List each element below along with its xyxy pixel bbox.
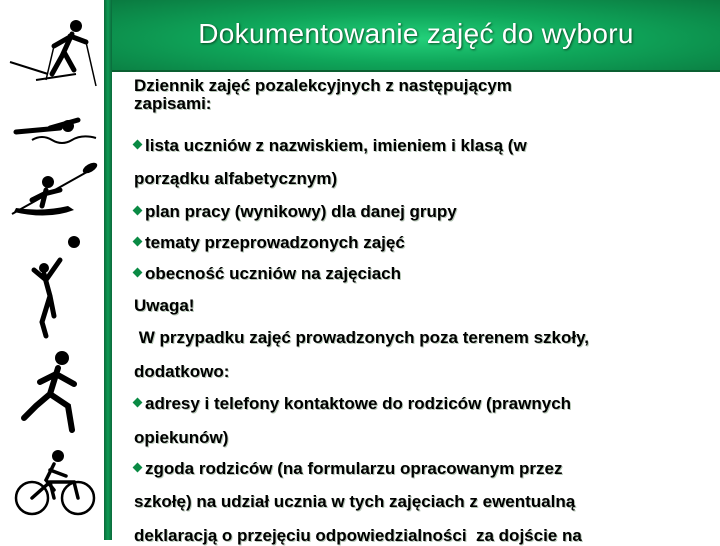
list-item bbox=[134, 264, 401, 284]
list-item-text: adresy i telefony kontaktowe do rodziców (prawnych bbox=[145, 394, 572, 413]
swimmer-icon bbox=[6, 112, 102, 146]
note-text-line: dodatkowo: bbox=[134, 362, 230, 381]
bullet-icon bbox=[133, 268, 143, 278]
intro-text-line: Dziennik zajęć pozalekcyjnych z następującym bbox=[134, 76, 512, 95]
list-item-text: lista uczniów z nazwiskiem, imieniem i klasą (w bbox=[145, 136, 527, 155]
bullet-icon bbox=[133, 237, 143, 247]
list-item-text: obecność uczniów na zajęciach bbox=[145, 264, 402, 283]
runner-icon bbox=[14, 348, 94, 438]
list-item-continuation: opiekunów) bbox=[134, 428, 229, 447]
bullet-icon bbox=[133, 206, 143, 216]
kayaker-icon bbox=[8, 160, 100, 222]
intro-text-line: zapisami: bbox=[134, 94, 212, 113]
volleyball-player-icon bbox=[20, 230, 90, 340]
list-item bbox=[134, 202, 457, 222]
list-item bbox=[134, 233, 405, 253]
note-text-line: W przypadku zajęć prowadzonych poza terenem szkoły, bbox=[134, 328, 590, 347]
list-item bbox=[134, 394, 571, 414]
bullet-icon bbox=[133, 463, 143, 473]
list-item-continuation: deklaracją o przejęciu odpowiedzialności za dojście na bbox=[134, 526, 582, 545]
bullet-icon bbox=[133, 140, 143, 150]
bullet-icon bbox=[133, 398, 143, 408]
skier-icon bbox=[6, 12, 102, 90]
list-item bbox=[134, 459, 563, 479]
list-item-text: plan pracy (wynikowy) dla danej grupy bbox=[145, 202, 457, 221]
list-item bbox=[134, 136, 527, 156]
list-item-continuation: porządku alfabetycznym) bbox=[134, 169, 338, 188]
cyclist-icon bbox=[14, 448, 96, 520]
list-item-text: tematy przeprowadzonych zajęć bbox=[145, 233, 405, 252]
slide-title: Dokumentowanie zajęć do wyboru bbox=[198, 18, 634, 49]
note-label: Uwaga! bbox=[134, 296, 195, 315]
sport-figures-sidebar bbox=[0, 0, 112, 540]
green-divider-bar bbox=[104, 0, 112, 540]
list-item-text: zgoda rodziców (na formularzu opracowanym przez bbox=[145, 459, 563, 478]
list-item-continuation: szkołę) na udział ucznia w tych zajęciach z ewentualną bbox=[134, 492, 576, 511]
